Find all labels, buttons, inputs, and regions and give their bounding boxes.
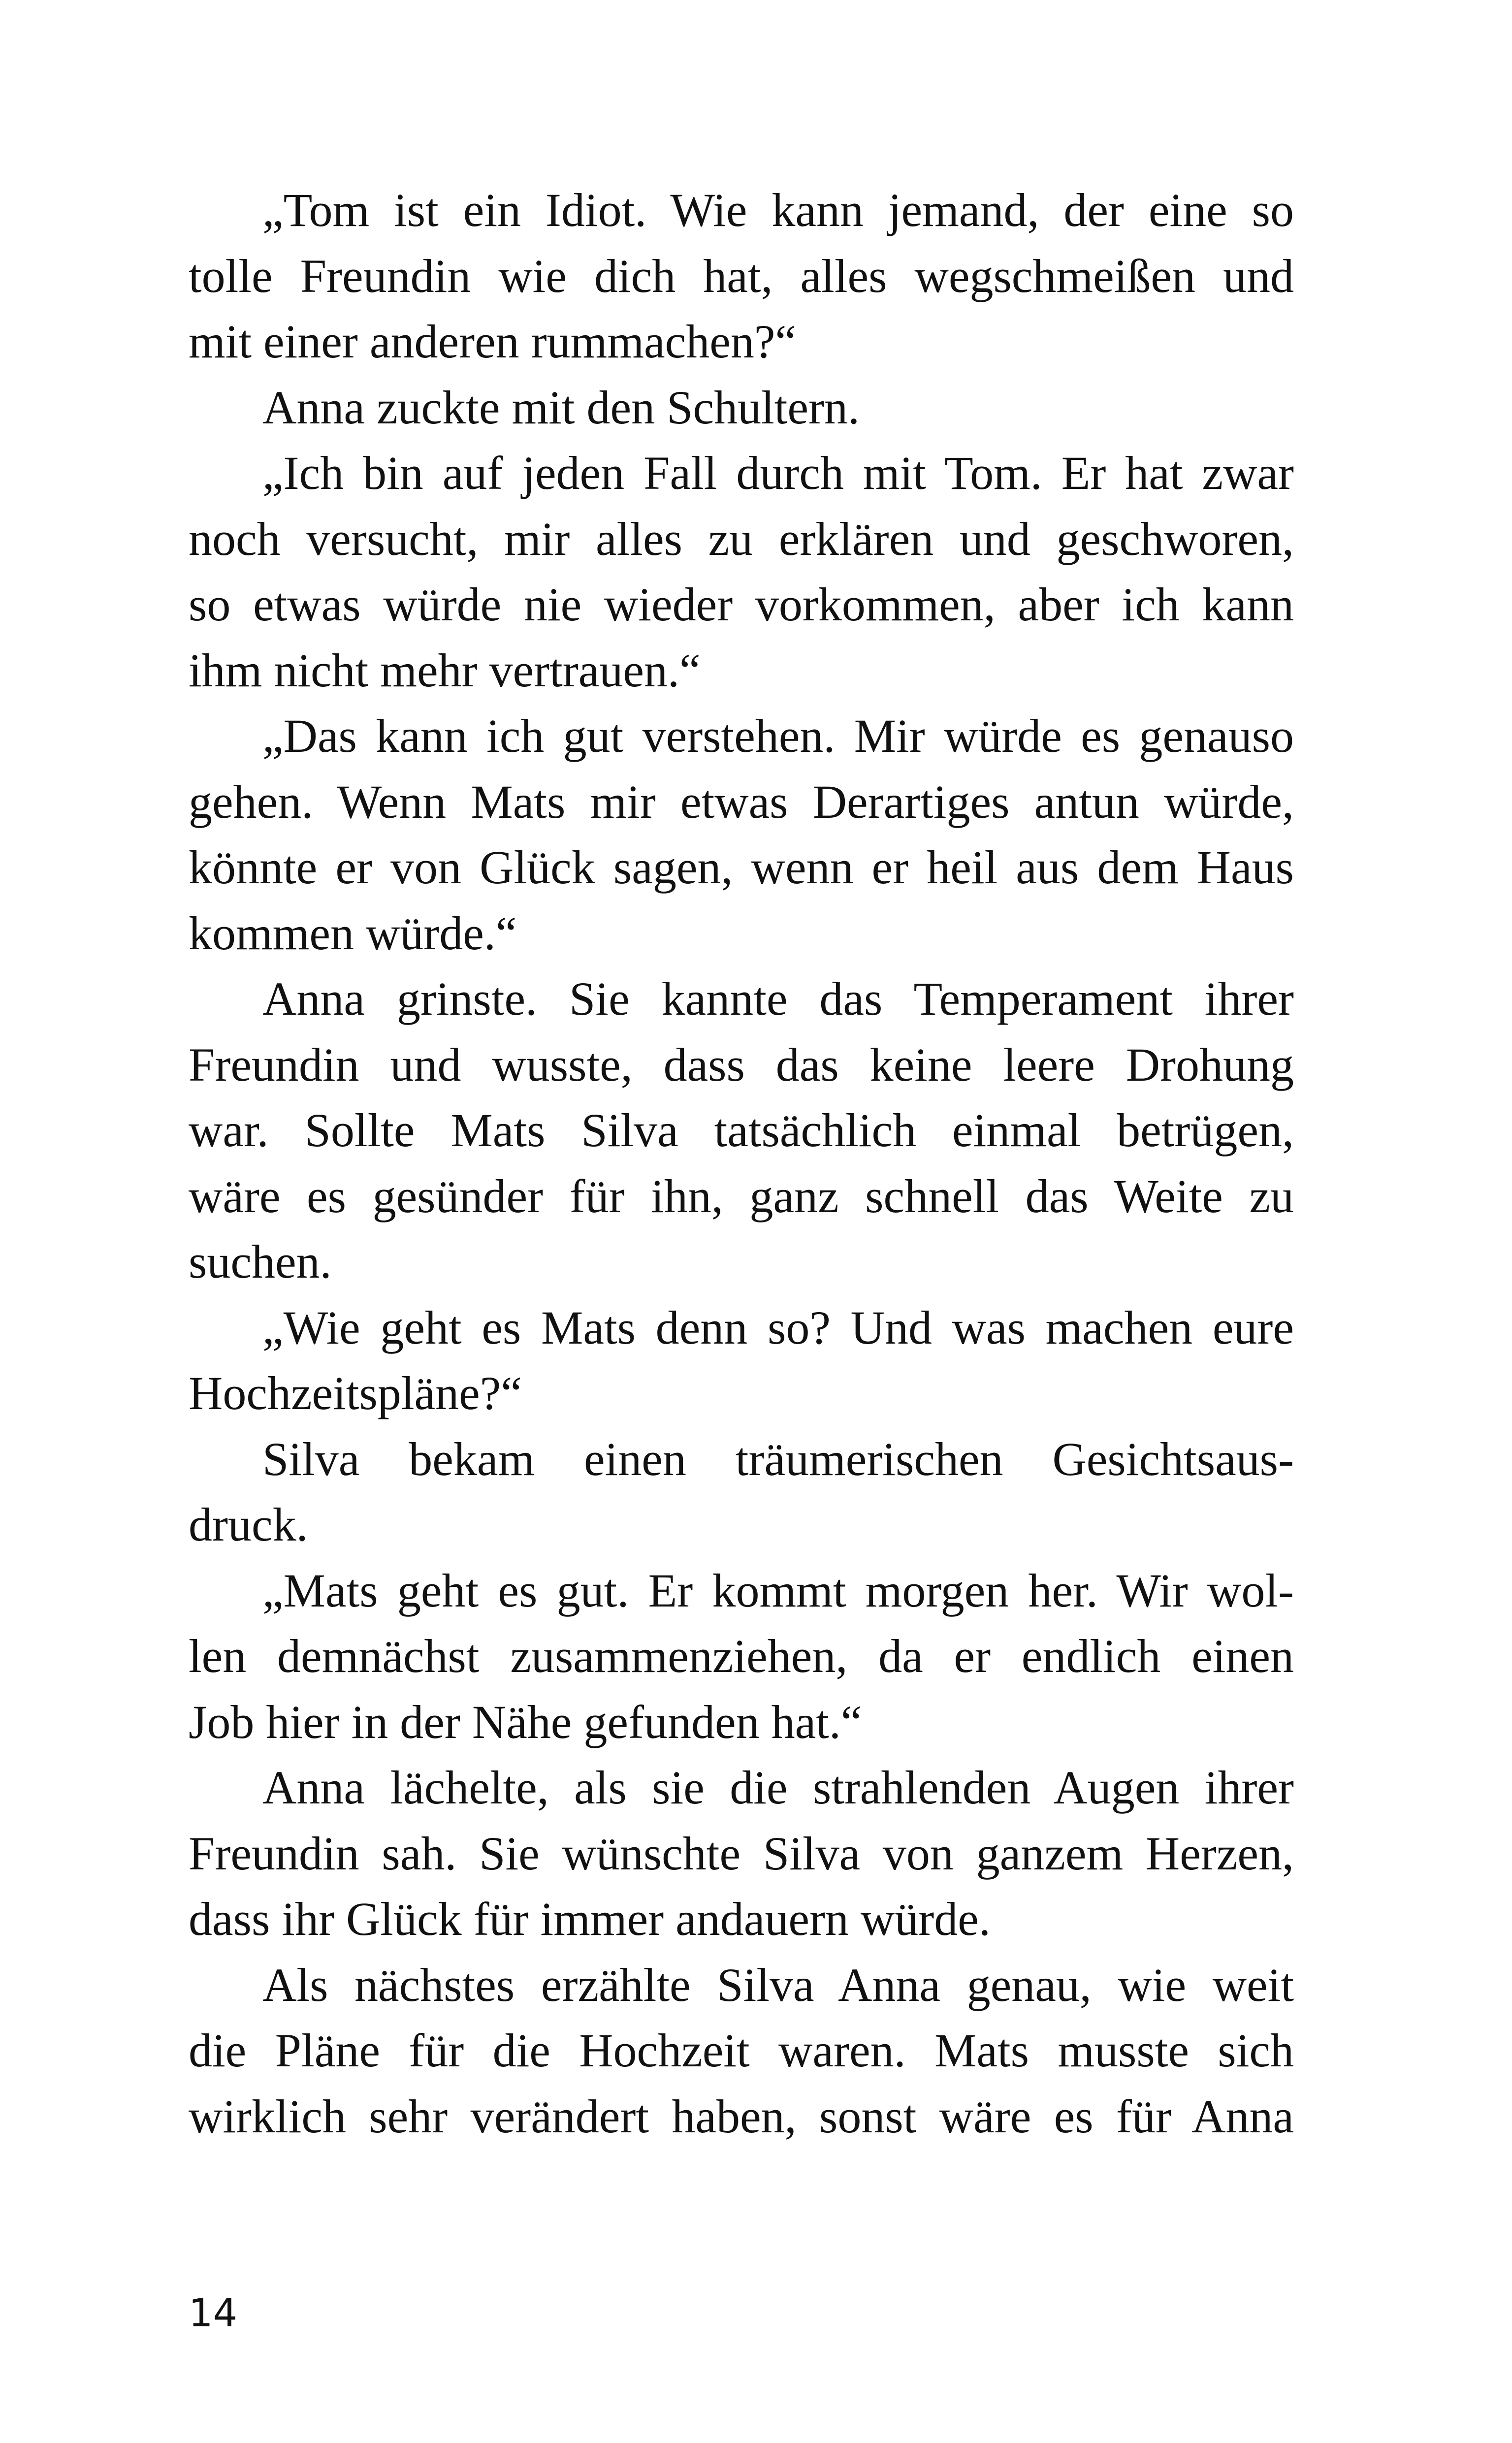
text-line: len demnächst zusammenziehen, da er endlich einen	[189, 1630, 1294, 1682]
text-line: „Mats geht es gut. Er kommt morgen her. Wir wol-	[262, 1564, 1294, 1617]
text-line: die Pläne für die Hochzeit waren. Mats musste sich	[189, 2024, 1294, 2077]
paragraph	[189, 703, 1294, 966]
text-line: Freundin sah. Sie wünschte Silva von ganzem Herzen,	[189, 1827, 1294, 1880]
paragraph	[189, 1558, 1294, 1755]
text-line: kommen würde.“	[189, 906, 517, 960]
paragraph	[189, 1426, 1294, 1558]
text-line: war. Sollte Mats Silva tatsächlich einmal betrügen,	[189, 1104, 1294, 1157]
text-line: ihm nicht mehr vertrauen.“	[189, 643, 701, 697]
text-line: druck.	[189, 1498, 308, 1551]
paragraph	[189, 966, 1294, 1295]
paragraph	[189, 1755, 1294, 1952]
text-line: Anna lächelte, als sie die strahlenden Augen ihrer	[262, 1761, 1294, 1814]
text-line: Job hier in der Nähe gefunden hat.“	[189, 1695, 862, 1748]
paragraph	[189, 375, 1294, 441]
text-line: noch versucht, mir alles zu erklären und geschworen,	[189, 512, 1294, 565]
paragraph	[189, 440, 1294, 703]
text-line: dass ihr Glück für immer andauern würde.	[189, 1893, 991, 1945]
text-line: Freundin und wusste, dass das keine leere Drohung	[189, 1038, 1294, 1091]
paragraph	[189, 177, 1294, 375]
paragraph	[189, 1295, 1294, 1426]
text-line: Anna zuckte mit den Schultern.	[262, 381, 860, 434]
text-line: suchen.	[189, 1235, 332, 1288]
text-line: könnte er von Glück sagen, wenn er heil aus dem Haus	[189, 841, 1294, 894]
text-line: „Ich bin auf jeden Fall durch mit Tom. Er hat zwar	[262, 447, 1294, 499]
text-line: Hochzeitspläne?“	[189, 1367, 522, 1419]
text-line: so etwas würde nie wieder vorkommen, aber ich kann	[189, 578, 1294, 631]
page-body	[189, 177, 1294, 2149]
text-line: tolle Freundin wie dich hat, alles wegschmeißen und	[189, 249, 1294, 302]
text-line: wirklich sehr verändert haben, sonst wäre es für Anna	[189, 2089, 1294, 2143]
text-line: Silva bekam einen träumerischen Gesichtsaus-	[262, 1432, 1294, 1485]
paragraph	[189, 1952, 1294, 2150]
text-line: wäre es gesünder für ihn, ganz schnell das Weite zu	[189, 1169, 1294, 1222]
text-line: gehen. Wenn Mats mir etwas Derartiges antun würde,	[189, 775, 1294, 828]
page-number: 14	[189, 2291, 238, 2336]
text-line: „Tom ist ein Idiot. Wie kann jemand, der eine so	[262, 184, 1294, 236]
text-line: „Das kann ich gut verstehen. Mir würde es genauso	[262, 709, 1294, 762]
text-line: mit einer anderen rummachen?“	[189, 315, 797, 368]
text-line: „Wie geht es Mats denn so? Und was machen eure	[262, 1301, 1294, 1354]
text-line: Anna grinste. Sie kannte das Temperament ihrer	[262, 972, 1294, 1025]
text-line: Als nächstes erzählte Silva Anna genau, wie weit	[262, 1958, 1294, 2011]
